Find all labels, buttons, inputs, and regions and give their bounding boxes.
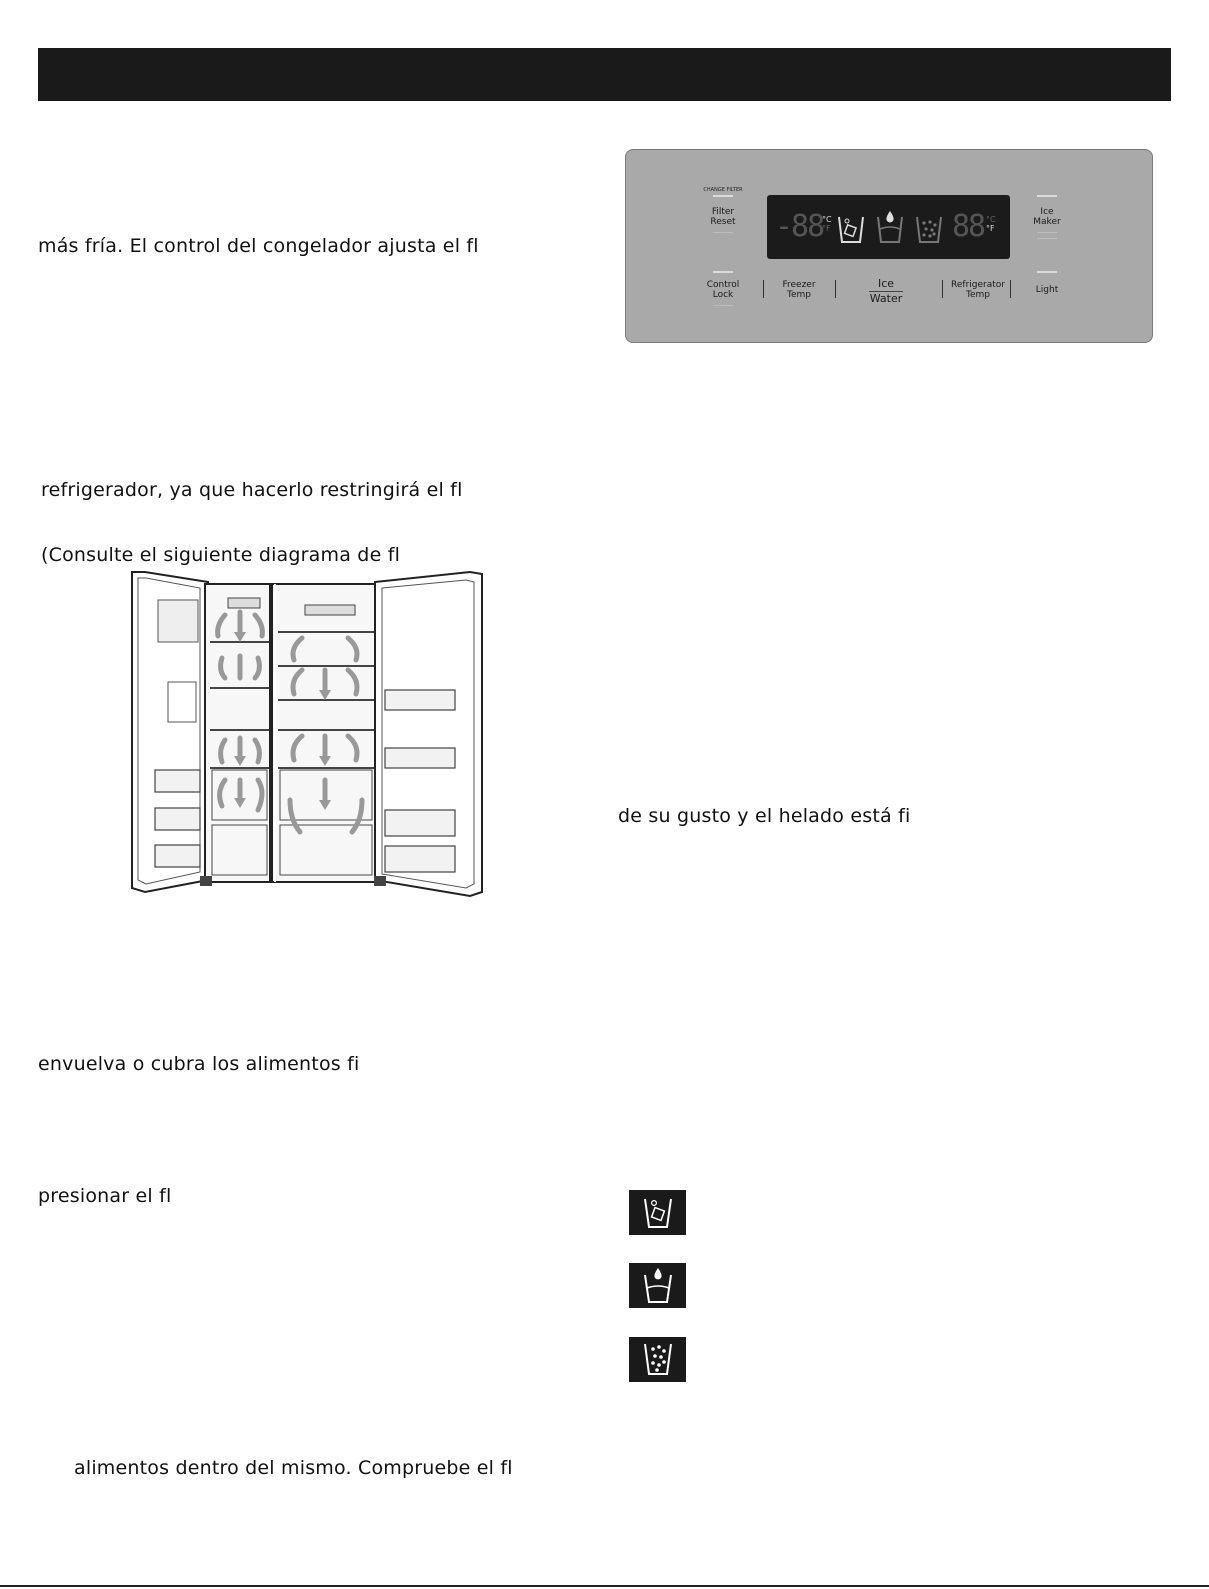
caster — [374, 876, 386, 886]
body-text-line: presionar el fl — [38, 1185, 172, 1207]
caster — [200, 876, 212, 886]
ice-maker-button[interactable]: Ice Maker — [1033, 207, 1061, 227]
dispenser-housing — [158, 600, 198, 642]
cabinet — [205, 584, 377, 882]
filter-reset-button[interactable]: Filter Reset — [710, 207, 736, 227]
control-lock-hold-mark — [713, 305, 733, 306]
freezer-temp-display: -88 — [775, 209, 824, 244]
door-bin — [155, 770, 200, 792]
change-filter-indicator — [713, 195, 733, 197]
separator — [835, 280, 836, 298]
door-bin — [155, 845, 200, 867]
page-bottom-rule — [0, 1585, 1209, 1587]
ice-water-button[interactable]: Ice Water — [869, 277, 903, 305]
change-filter-label: CHANGE FILTER — [703, 187, 743, 193]
refrigerator-temp-button[interactable]: Refrigerator Temp — [951, 280, 1005, 300]
control-lock-button[interactable]: Control Lock — [706, 280, 740, 300]
door-bin — [385, 690, 455, 710]
cube-ice-icon — [835, 213, 867, 245]
fridge-temp-display: 88 — [952, 209, 985, 244]
body-text-line: más fría. El control del congelador ajusta el fl — [38, 235, 479, 257]
lcd-display — [767, 195, 1010, 259]
water-drop-icon — [874, 209, 906, 245]
crushed-ice-icon — [629, 1337, 686, 1382]
door-bin — [385, 846, 455, 872]
refrigerator-airflow-diagram — [130, 570, 484, 906]
refrigerator-vent — [305, 605, 355, 615]
body-text-line: alimentos dentro del mismo. Compruebe el fl — [74, 1457, 513, 1479]
light-indicator — [1037, 271, 1057, 273]
separator — [763, 280, 764, 298]
fridge-units: °C °F — [986, 215, 996, 233]
ice-maker-hold-mark — [1037, 232, 1057, 233]
door-bin — [155, 808, 200, 830]
crushed-ice-icon — [913, 213, 945, 245]
filter-reset-hold-mark — [713, 232, 733, 233]
ice-maker-indicator — [1037, 195, 1057, 197]
section-header-bar — [38, 48, 1171, 101]
door-bin — [385, 810, 455, 836]
cube-ice-icon — [629, 1190, 686, 1235]
separator — [1010, 280, 1011, 298]
separator — [942, 280, 943, 298]
dispenser-panel — [168, 682, 196, 722]
water-drop-icon — [629, 1263, 686, 1308]
control-lock-indicator — [713, 271, 733, 273]
freezer-vent — [228, 598, 260, 608]
ice-maker-hold-mark — [1037, 238, 1057, 239]
freezer-units: °C °F — [822, 215, 832, 233]
body-text-line: de su gusto y el helado está fi — [618, 805, 911, 827]
freezer-temp-button[interactable]: Freezer Temp — [782, 280, 816, 300]
body-text-line: envuelva o cubra los alimentos fi — [38, 1053, 360, 1075]
light-button[interactable]: Light — [1035, 285, 1059, 295]
door-bin — [385, 748, 455, 768]
control-panel — [625, 149, 1153, 343]
body-text-line: refrigerador, ya que hacerlo restringirá el fl — [41, 479, 463, 501]
body-text-line: (Consulte el siguiente diagrama de fl — [41, 544, 401, 566]
